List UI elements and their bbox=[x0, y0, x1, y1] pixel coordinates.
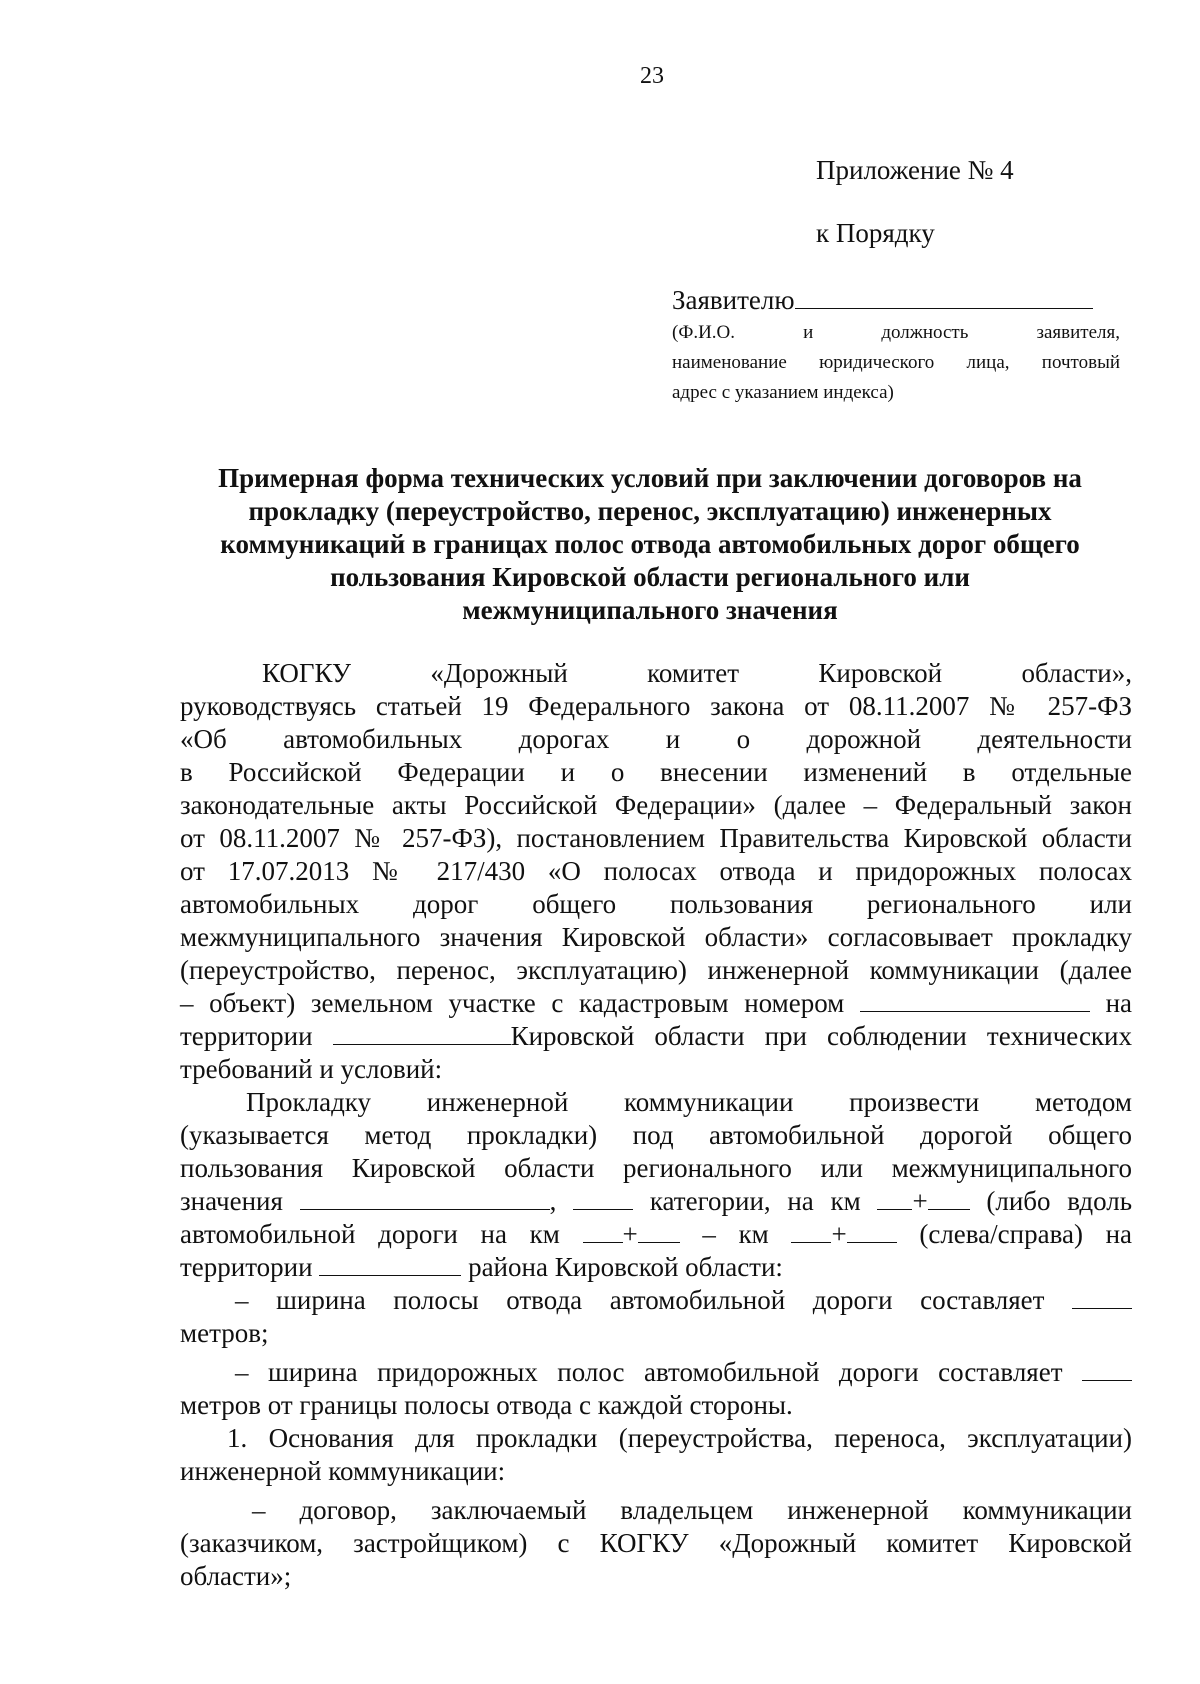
body-line-roadside-width: – ширина придорожных полос автомобильной дороги составляет bbox=[180, 1356, 1132, 1389]
heading-line: прокладку (переустройство, перенос, эксплуатацию) инженерных bbox=[248, 496, 1052, 526]
km-to-blank bbox=[791, 1220, 831, 1243]
heading-line: коммуникаций в границах полос отвода автомобильных дорог общего bbox=[220, 529, 1080, 559]
applicant-note-line-1: (Ф.И.О. и должность заявителя, bbox=[672, 322, 1120, 343]
km-from-blank bbox=[583, 1220, 623, 1243]
district-blank bbox=[319, 1253, 461, 1276]
body-line-cadastral: – объект) земельном участке с кадастровым номером на bbox=[180, 988, 1132, 1018]
body-line: 1. Основания для прокладки (переустройства, переноса, эксплуатации) bbox=[227, 1423, 1132, 1453]
body-line: от 08.11.2007 № 257-ФЗ), постановлением Правительства Кировской области bbox=[180, 823, 1132, 853]
body-line: пользования Кировской области регионального или межмуниципального bbox=[180, 1153, 1132, 1183]
body-line: метров; bbox=[180, 1318, 269, 1348]
roadside-width-blank bbox=[1082, 1358, 1132, 1381]
document-body bbox=[180, 657, 1132, 1593]
km-start-blank bbox=[877, 1187, 912, 1210]
heading-line: Примерная форма технических условий при заключении договоров на bbox=[218, 463, 1082, 493]
heading-line: межмуниципального значения bbox=[462, 595, 838, 625]
body-line: межмуниципального значения Кировской области» согласовывает прокладку bbox=[180, 922, 1132, 952]
body-line: КОГКУ «Дорожный комитет Кировской области», bbox=[262, 658, 1132, 688]
appendix-number: Приложение № 4 bbox=[816, 155, 1014, 185]
body-line-district: территории района Кировской области: bbox=[180, 1252, 783, 1282]
applicant-block bbox=[672, 284, 1120, 315]
body-line: – договор, заключаемый владельцем инженерной коммуникации bbox=[252, 1495, 1132, 1525]
body-line: Прокладку инженерной коммуникации произвести методом bbox=[246, 1087, 1132, 1117]
body-line: (переустройство, перенос, эксплуатацию) инженерной коммуникации (далее bbox=[180, 955, 1132, 985]
body-line: области»; bbox=[180, 1561, 292, 1591]
body-line: метров от границы полосы отвода с каждой стороны. bbox=[180, 1390, 793, 1420]
body-line: в Российской Федерации и о внесении изменений в отдельные bbox=[180, 757, 1132, 787]
body-line: автомобильных дорог общего пользования регионального или bbox=[180, 889, 1132, 919]
body-line: инженерной коммуникации: bbox=[180, 1456, 506, 1486]
applicant-note-line-3: адрес с указанием индекса) bbox=[672, 382, 894, 403]
road-category-blank bbox=[573, 1187, 633, 1210]
territory-blank bbox=[333, 1022, 511, 1045]
road-name-blank bbox=[300, 1187, 550, 1210]
body-line: законодательные акты Российской Федерации» (далее – Федеральный закон bbox=[180, 790, 1132, 820]
body-line-road-name: значения , категории, на км + (либо вдоль bbox=[180, 1186, 1133, 1216]
body-line-row-width: – ширина полосы отвода автомобильной дороги составляет bbox=[180, 1284, 1132, 1317]
page-number: 23 bbox=[640, 63, 664, 89]
body-line: от 17.07.2013 № 217/430 «О полосах отвода и придорожных полосах bbox=[180, 856, 1132, 886]
body-line: руководствуясь статьей 19 Федерального закона от 08.11.2007 № 257-ФЗ bbox=[180, 691, 1132, 721]
cadastral-number-blank bbox=[860, 989, 1090, 1012]
applicant-label: Заявителю bbox=[672, 285, 795, 315]
applicant-blank-line bbox=[795, 284, 1093, 309]
applicant-note bbox=[672, 318, 1120, 408]
appendix-reference: к Порядку bbox=[816, 218, 935, 248]
heading-line: пользования Кировской области регионального или bbox=[330, 562, 970, 592]
m-to-blank bbox=[847, 1220, 897, 1243]
row-width-blank bbox=[1072, 1286, 1132, 1309]
body-line: (заказчиком, застройщиком) с КОГКУ «Дорожный комитет Кировской bbox=[180, 1528, 1132, 1558]
body-line-km-range: автомобильной дороги на км + – км + (слева/справа) на bbox=[180, 1219, 1133, 1249]
body-line: (указывается метод прокладки) под автомобильной дорогой общего bbox=[180, 1120, 1132, 1150]
m-start-blank bbox=[928, 1187, 970, 1210]
m-from-blank bbox=[638, 1220, 680, 1243]
applicant-note-line-2: наименование юридического лица, почтовый bbox=[672, 352, 1120, 373]
body-line: «Об автомобильных дорогах и о дорожной деятельности bbox=[180, 724, 1132, 754]
document-heading bbox=[170, 462, 1130, 627]
body-line-territory: территории Кировской области при соблюдении технических bbox=[180, 1021, 1133, 1051]
body-line: требований и условий: bbox=[180, 1054, 443, 1084]
